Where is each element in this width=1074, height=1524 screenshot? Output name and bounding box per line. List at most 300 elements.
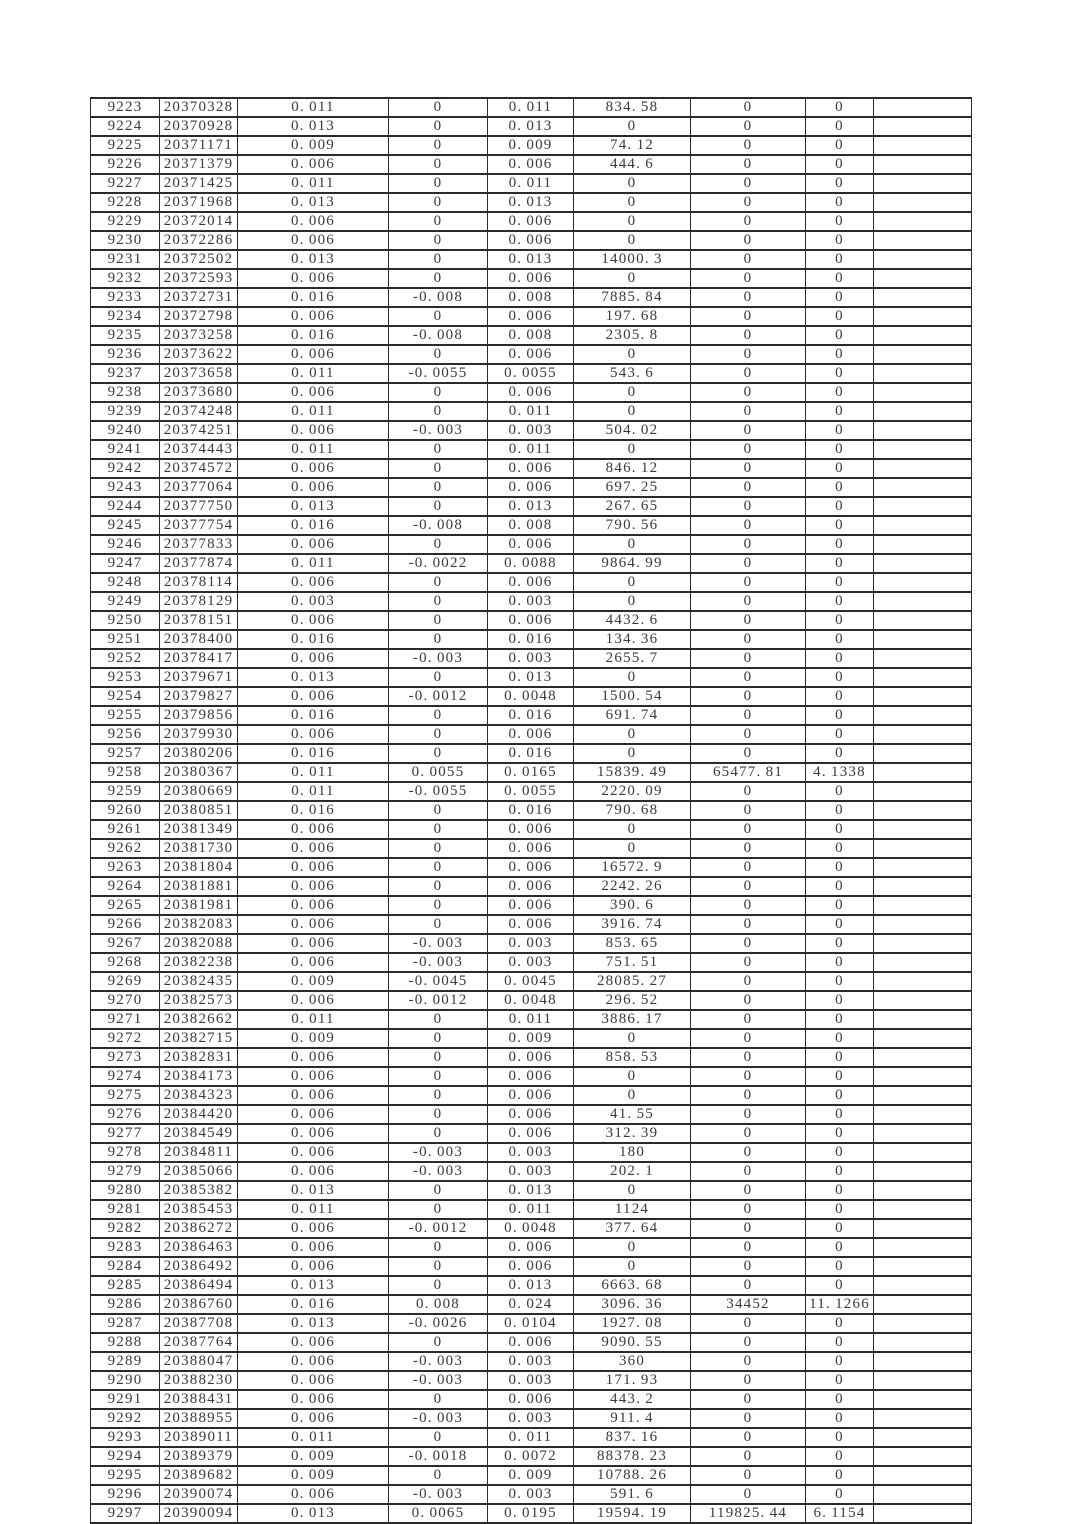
table-cell: 20382573 [160,991,238,1010]
table-cell: 0 [806,98,874,117]
table-cell: 0 [389,1238,488,1257]
table-cell: 0 [806,288,874,307]
table-cell: 9245 [91,516,160,535]
table-cell: 20380367 [160,763,238,782]
table-row [91,459,972,478]
table-cell: -0. 0018 [389,1447,488,1466]
table-cell: 0 [806,1276,874,1295]
table-cell: 0 [806,554,874,573]
table-cell [874,668,972,687]
table-row [91,1333,972,1352]
table-cell: 0. 003 [488,1409,574,1428]
table-cell: 312. 39 [574,1124,691,1143]
table-cell: 360 [574,1352,691,1371]
table-cell: 790. 56 [574,516,691,535]
table-cell: 9226 [91,155,160,174]
table-cell: 0. 013 [488,497,574,516]
table-cell: 0. 013 [238,117,389,136]
table-cell: 0. 0195 [488,1504,574,1523]
table-cell: 0. 003 [238,592,389,611]
table-cell: 0 [806,858,874,877]
table-cell: 9253 [91,668,160,687]
table-cell: 0 [691,345,806,364]
table-cell: 0. 003 [488,1371,574,1390]
table-cell: 0. 011 [488,98,574,117]
table-cell: 0. 0072 [488,1447,574,1466]
table-cell: 3886. 17 [574,1010,691,1029]
table-cell: 0. 013 [488,250,574,269]
table-cell: 0 [691,269,806,288]
table-row [91,611,972,630]
table-cell: 0. 006 [488,820,574,839]
table-cell: 0 [691,554,806,573]
table-cell [874,1333,972,1352]
table-cell: -0. 003 [389,1485,488,1504]
table-cell [874,402,972,421]
table-cell: 20385382 [160,1181,238,1200]
table-cell: 0 [691,915,806,934]
table-cell: 0. 008 [488,326,574,345]
table-cell: 9270 [91,991,160,1010]
table-cell: -0. 003 [389,934,488,953]
table-cell: 0 [691,896,806,915]
table-cell: -0. 008 [389,326,488,345]
table-cell: 0 [691,1181,806,1200]
table-cell: 0 [806,896,874,915]
table-cell: 0 [389,915,488,934]
table-cell: 0 [806,1238,874,1257]
table-cell: 0. 016 [238,326,389,345]
table-cell: 9287 [91,1314,160,1333]
table-cell: 0. 006 [238,383,389,402]
table-row [91,193,972,212]
table-cell: 0 [806,1181,874,1200]
table-row [91,326,972,345]
table-cell: 0 [389,1181,488,1200]
table-cell: 0. 016 [488,801,574,820]
table-cell: 20377833 [160,535,238,554]
table-cell: 20372731 [160,288,238,307]
table-cell: 9231 [91,250,160,269]
table-row [91,535,972,554]
table-cell: 0 [806,193,874,212]
table-cell: 0 [806,497,874,516]
table-cell: 9234 [91,307,160,326]
table-cell: 0 [806,668,874,687]
table-cell: 0. 006 [488,573,574,592]
table-cell: 20388230 [160,1371,238,1390]
table-row [91,1181,972,1200]
table-row [91,155,972,174]
table-cell: 9249 [91,592,160,611]
table-cell: 0 [389,744,488,763]
table-cell: 0. 006 [238,1352,389,1371]
table-cell: 0 [691,383,806,402]
table-cell: 4. 1338 [806,763,874,782]
table-cell [874,1162,972,1181]
table-cell: 0 [806,326,874,345]
table-cell: 88378. 23 [574,1447,691,1466]
table-cell: 0 [691,1200,806,1219]
table-cell: 0. 006 [238,1238,389,1257]
table-cell: 0. 008 [488,516,574,535]
table-cell: 9260 [91,801,160,820]
table-cell: 0. 011 [238,1200,389,1219]
table-cell: 9271 [91,1010,160,1029]
table-cell [874,896,972,915]
table-cell: 0 [691,782,806,801]
table-cell [874,345,972,364]
table-cell: 0 [574,1029,691,1048]
table-cell: 0. 013 [488,1276,574,1295]
table-cell: 0 [389,630,488,649]
data-table [90,97,972,1524]
table-cell: 0 [691,934,806,953]
table-cell: 0. 011 [488,402,574,421]
table-cell: 0. 006 [488,459,574,478]
table-cell: 0. 013 [238,1181,389,1200]
table-cell: 20377064 [160,478,238,497]
table-cell: 0 [806,782,874,801]
table-cell: 0. 011 [238,1010,389,1029]
table-row [91,1257,972,1276]
table-cell: 0 [806,307,874,326]
table-cell: -0. 003 [389,1162,488,1181]
table-cell: 0. 011 [488,440,574,459]
table-cell: 0 [389,440,488,459]
table-cell [874,592,972,611]
table-row [91,1029,972,1048]
table-cell [874,269,972,288]
table-cell: 0. 006 [238,820,389,839]
table-cell: 0. 006 [238,991,389,1010]
table-cell: 0 [806,820,874,839]
table-cell: 20386463 [160,1238,238,1257]
table-cell [874,459,972,478]
table-cell: 15839. 49 [574,763,691,782]
table-cell: 9090. 55 [574,1333,691,1352]
table-cell [874,231,972,250]
table-cell: 0 [806,383,874,402]
table-cell: 0 [691,820,806,839]
table-row [91,953,972,972]
table-cell: 858. 53 [574,1048,691,1067]
table-cell: 0 [691,801,806,820]
table-cell: 0 [389,1428,488,1447]
table-cell: 0 [574,1181,691,1200]
table-cell: 0 [389,725,488,744]
table-cell: 0 [389,573,488,592]
table-cell: 20384811 [160,1143,238,1162]
table-cell: 0 [691,288,806,307]
table-cell [874,1390,972,1409]
table-cell: 20389011 [160,1428,238,1447]
table-cell: 0 [389,896,488,915]
table-cell: 0 [389,231,488,250]
table-cell [874,1029,972,1048]
table-cell: 0. 006 [488,1238,574,1257]
table-cell: 74. 12 [574,136,691,155]
table-cell: 19594. 19 [574,1504,691,1523]
table-cell: 20378129 [160,592,238,611]
table-cell: 20373680 [160,383,238,402]
table-cell: 2242. 26 [574,877,691,896]
table-cell: 9272 [91,1029,160,1048]
table-cell: 0 [806,1390,874,1409]
table-cell: 0. 013 [238,1504,389,1523]
table-cell [874,1200,972,1219]
table-cell: 20384323 [160,1086,238,1105]
table-cell: 0. 011 [238,440,389,459]
table-cell: 9255 [91,706,160,725]
table-cell: 0 [806,1352,874,1371]
table-cell: 0. 006 [238,687,389,706]
table-cell: 0. 006 [238,478,389,497]
table-cell [874,820,972,839]
table-cell: 0 [389,611,488,630]
table-cell: 834. 58 [574,98,691,117]
table-row [91,516,972,535]
table-cell: 0. 003 [488,592,574,611]
table-cell: 20371968 [160,193,238,212]
table-cell: 0 [574,592,691,611]
table-cell: 20382435 [160,972,238,991]
table-cell [874,193,972,212]
table-cell: 0. 016 [238,630,389,649]
table-row [91,1200,972,1219]
table-cell: 9241 [91,440,160,459]
table-cell: 0. 013 [238,250,389,269]
table-row [91,1276,972,1295]
table-row [91,1314,972,1333]
table-cell: 9232 [91,269,160,288]
table-cell [874,1067,972,1086]
table-cell: 0 [806,611,874,630]
table-cell: 0 [806,345,874,364]
table-cell [874,1428,972,1447]
table-cell: 9278 [91,1143,160,1162]
table-row [91,1067,972,1086]
table-cell: 9265 [91,896,160,915]
table-cell [874,155,972,174]
table-cell: 0. 009 [238,136,389,155]
table-cell [874,744,972,763]
table-cell: 0 [389,155,488,174]
table-cell [874,573,972,592]
table-cell: 0. 011 [238,554,389,573]
table-cell: 9244 [91,497,160,516]
table-cell: 20374251 [160,421,238,440]
table-cell: 0 [389,1333,488,1352]
table-cell: 20385453 [160,1200,238,1219]
table-row [91,744,972,763]
table-cell: 1500. 54 [574,687,691,706]
table-cell: 691. 74 [574,706,691,725]
table-cell: 9284 [91,1257,160,1276]
table-row [91,896,972,915]
table-cell: 20386272 [160,1219,238,1238]
table-cell: 0 [806,953,874,972]
table-cell: 0 [806,687,874,706]
table-row [91,1352,972,1371]
table-row [91,307,972,326]
table-cell: 837. 16 [574,1428,691,1447]
table-cell: -0. 003 [389,421,488,440]
table-cell: 0 [691,136,806,155]
table-cell: 267. 65 [574,497,691,516]
table-cell [874,649,972,668]
table-cell [874,554,972,573]
table-cell: 9286 [91,1295,160,1314]
table-cell: 20382238 [160,953,238,972]
table-row [91,1504,972,1523]
table-cell: 0 [389,174,488,193]
table-cell: 119825. 44 [691,1504,806,1523]
table-cell: 9242 [91,459,160,478]
table-cell: 20387708 [160,1314,238,1333]
table-cell: -0. 0055 [389,364,488,383]
table-cell: 0 [806,972,874,991]
table-cell: 0 [691,459,806,478]
table-cell: 0. 006 [238,212,389,231]
table-cell: 20378151 [160,611,238,630]
table-cell: 0 [691,421,806,440]
table-cell: 0 [691,1466,806,1485]
table-cell: 0. 016 [238,288,389,307]
table-cell: 0 [806,839,874,858]
table-cell: 0 [806,573,874,592]
table-cell: 0 [691,1314,806,1333]
table-cell: 0 [806,1466,874,1485]
table-cell: 0 [806,421,874,440]
table-cell: 0 [389,706,488,725]
table-cell: 0. 006 [488,858,574,877]
table-cell: 0 [389,801,488,820]
table-cell: 9295 [91,1466,160,1485]
table-cell: 0 [574,668,691,687]
table-cell: 0 [806,269,874,288]
table-cell: 9239 [91,402,160,421]
table-cell: 790. 68 [574,801,691,820]
table-cell: 0 [806,1447,874,1466]
table-cell: 9294 [91,1447,160,1466]
table-cell: 0 [691,497,806,516]
table-cell: 0 [806,725,874,744]
table-cell: 0 [691,478,806,497]
table-cell [874,611,972,630]
table-cell: 0 [574,1086,691,1105]
table-cell: 0. 003 [488,1143,574,1162]
table-body [91,98,972,1523]
table-cell: 9285 [91,1276,160,1295]
table-cell: 0. 006 [238,573,389,592]
table-cell: 20386760 [160,1295,238,1314]
table-cell [874,212,972,231]
table-cell: 0. 0055 [389,763,488,782]
table-cell: 9269 [91,972,160,991]
table-cell: 0. 006 [488,1333,574,1352]
table-cell: 0 [691,1409,806,1428]
table-cell: 9258 [91,763,160,782]
table-cell: 0 [806,117,874,136]
table-cell: 0 [574,383,691,402]
table-cell: 20380206 [160,744,238,763]
table-cell: 0 [389,1105,488,1124]
table-cell: 853. 65 [574,934,691,953]
table-cell: 0 [691,1428,806,1447]
table-cell: -0. 008 [389,516,488,535]
table-cell: 0 [691,326,806,345]
table-cell: 0. 016 [488,630,574,649]
table-cell: 0. 009 [238,1029,389,1048]
table-cell: 0. 006 [238,155,389,174]
table-cell: 9227 [91,174,160,193]
table-cell: 0 [806,516,874,535]
table-cell: 0 [574,1067,691,1086]
table-cell: 9273 [91,1048,160,1067]
table-row [91,1219,972,1238]
table-cell: 0. 006 [238,421,389,440]
table-cell: 20381981 [160,896,238,915]
table-cell [874,516,972,535]
table-cell: 0 [806,877,874,896]
table-cell: 0. 006 [488,1124,574,1143]
table-cell [874,136,972,155]
table-cell: 20381804 [160,858,238,877]
table-cell: 0 [806,1409,874,1428]
table-cell: 20372798 [160,307,238,326]
table-cell: 14000. 3 [574,250,691,269]
table-cell: 0 [806,250,874,269]
table-cell: 0 [806,1048,874,1067]
table-cell: 9291 [91,1390,160,1409]
table-cell: 0. 006 [238,1333,389,1352]
table-cell: 0. 003 [488,421,574,440]
table-cell: 0 [574,440,691,459]
table-cell [874,1447,972,1466]
table-cell: 0 [691,1067,806,1086]
table-cell: 20390094 [160,1504,238,1523]
table-cell: 0 [806,1485,874,1504]
table-cell: 0 [806,1143,874,1162]
table-cell [874,839,972,858]
table-cell: 0. 011 [238,402,389,421]
table-cell: 0 [691,155,806,174]
table-cell [874,1105,972,1124]
table-cell: 0. 006 [488,839,574,858]
table-cell: 9252 [91,649,160,668]
table-cell: 20386492 [160,1257,238,1276]
table-cell [874,307,972,326]
table-cell: 0. 006 [488,231,574,250]
table-cell: 9263 [91,858,160,877]
table-cell: 9864. 99 [574,554,691,573]
table-cell: 0 [389,193,488,212]
table-cell: 0 [691,402,806,421]
table-cell [874,877,972,896]
table-cell: 0. 006 [238,459,389,478]
table-cell: 9296 [91,1485,160,1504]
table-cell: 20373658 [160,364,238,383]
table-cell: 0. 0048 [488,991,574,1010]
table-cell: 0. 006 [238,345,389,364]
table-cell: 180 [574,1143,691,1162]
table-row [91,1238,972,1257]
table-cell: 20386494 [160,1276,238,1295]
table-cell [874,1010,972,1029]
table-cell: 9248 [91,573,160,592]
table-cell [874,1257,972,1276]
